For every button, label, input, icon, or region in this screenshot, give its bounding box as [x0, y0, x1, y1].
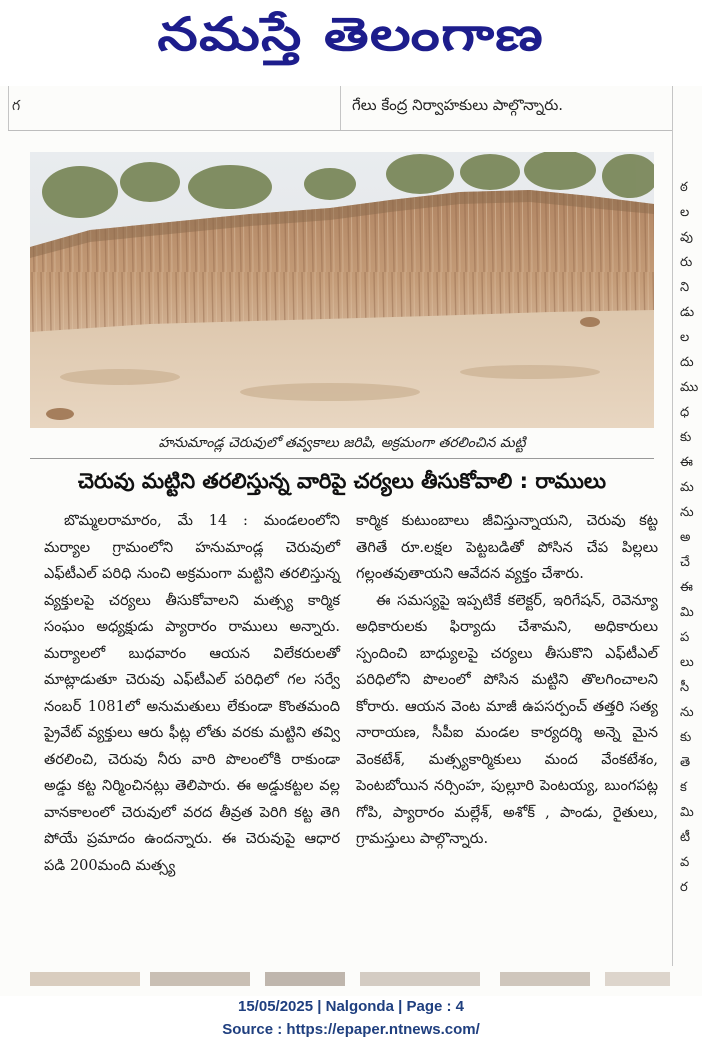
- fragment-glyph: ల: [680, 205, 690, 220]
- fragment-glyph: దు: [680, 355, 694, 370]
- fragment-glyph: డు: [680, 305, 695, 320]
- previous-article-fragment-left: గ: [12, 98, 21, 114]
- previous-article-fragment: గేలు కేంద్ర నిర్వాహకులు పాల్గొన్నారు.: [352, 96, 564, 114]
- article-column-1: [44, 508, 340, 879]
- page-footer: [0, 996, 702, 1038]
- section-divider: [8, 130, 672, 131]
- fragment-glyph: అ: [680, 530, 691, 545]
- fragment-glyph: మ: [680, 480, 694, 495]
- fragment-glyph: ఈ: [680, 455, 693, 470]
- fragment-glyph: ల: [680, 330, 690, 345]
- next-article-image-strip: [30, 972, 670, 986]
- masthead: [0, 0, 702, 80]
- fragment-glyph: చే: [680, 555, 690, 570]
- column-rule: [8, 86, 9, 130]
- article-paragraph: బొమ్మలరామారం, మే 14 : మండలంలోని మర్యాల గ్రామంలోని హనుమాండ్ల చెరువులో ఎఫ్‌టీఎల్ పరిధి నుంచి అక్రమంగా మట్టిని తరలిస్తున్న వ్యక్తులపై చర్యలు తీసుకోవాలని మత్స్య కార్మిక సంఘం అధ్యక్షుడు ప్యారారం రాములు అన్నారు. మర్యాలలో బుధవారం ఆయన విలేకరులతో మాట్లాడుతూ చెరువు ఎఫ్‌టీఎల్ పరిధిలో గల సర్వే నంబర్ 1081లో అనుమతులు లేకుండా కొంతమంది ప్రైవేట్ వ్యక్తులు ఆరు ఫీట్ల లోతు వరకు మట్టిని తవ్వి తరలించి, చెరువు నీరు వారి పొలంలోకి రాకుండా అడ్డు కట్ట నిర్మించినట్లు తెలిపారు. ఈ అడ్డుకట్టల వల్ల వానకాలంలో చెరువులో వరద తీవ్రత పెరిగి కట్ట తెగి పోయే ప్రమాదం ఉందన్నారు. ఈ చెరువుపై ఆధార పడి 200మంది మత్స్య: [44, 512, 340, 874]
- fragment-glyph: లు: [680, 655, 694, 670]
- fragment-glyph: కు: [680, 730, 692, 745]
- edition-info: 15/05/2025 | Nalgonda | Page : 4: [238, 998, 464, 1015]
- fragment-glyph: ఠ: [680, 180, 688, 195]
- fragment-glyph: తె: [680, 755, 691, 770]
- fragment-glyph: వ: [680, 855, 690, 870]
- photo-caption: హనుమాండ్ల చెరువులో తవ్వకాలు జరిపి, అక్రమంగా తరలించిన మట్టి: [30, 430, 654, 459]
- article-paragraph: ఈ సమస్యపై ఇప్పటికే కలెక్టర్, ఇరిగేషన్, రెవెన్యూ అధికారులకు ఫిర్యాదు చేశామని, అధికారులు స్పందించి బాధ్యులపై చర్యలు తీసుకొని ఎఫ్‌టీఎల్ పరిధిలోని పొలంలో పోసిన మట్టిని తొలగించాలని కోరారు. ఆయన వెంట మాజీ ఉపసర్పంచ్ తత్తరి సత్య నారాయణ, సీపీఐ మండల కార్యదర్శి అన్నె మైన వెంకటేశ్, మత్స్యకార్మికులు మంద వేంకటేశం, పెంటబోయిన నర్సింహ, పుల్లూరి పెంటయ్య, బుంగపట్ల గోపి, ప్యారారం మల్లేశ్, అశోక్ , పాండు, రైతులు, గ్రామస్తులు పాల్గొన్నారు.: [356, 591, 658, 847]
- fragment-glyph: కు: [680, 430, 692, 445]
- fragment-glyph: ధ: [680, 405, 690, 420]
- fragment-glyph: మి: [680, 605, 694, 620]
- fragment-glyph: ర: [680, 880, 688, 895]
- adjacent-article-fragment: [680, 180, 698, 905]
- fragment-glyph: రు: [680, 255, 693, 270]
- fragment-glyph: ను: [680, 505, 694, 520]
- fragment-glyph: ఈ: [680, 580, 693, 595]
- article-paragraph: కార్మిక కుటుంబాలు జీవిస్తున్నాయని, చెరువు కట్ట తెగితే రూ.లక్షల పెట్టబడితో పోసిన చేప పిల్లలు గల్లంతవుతాయని ఆవేదన వ్యక్తం చేశారు.: [356, 512, 658, 582]
- column-rule: [672, 86, 673, 966]
- fragment-glyph: ము: [680, 380, 699, 395]
- news-photo: [30, 152, 654, 428]
- fragment-glyph: మి: [680, 805, 694, 820]
- fragment-glyph: ని: [680, 280, 690, 295]
- fragment-glyph: వు: [680, 230, 693, 245]
- masthead-title: నమస్తే తెలంగాణ: [157, 7, 545, 61]
- column-rule: [340, 86, 341, 130]
- fragment-glyph: ను: [680, 705, 694, 720]
- fragment-glyph: క: [680, 780, 687, 795]
- source-link[interactable]: Source : https://epaper.ntnews.com/: [222, 1021, 480, 1038]
- news-photo-image: [30, 152, 654, 428]
- article-headline: చెరువు మట్టిని తరలిస్తున్న వారిపై చర్యలు తీసుకోవాలి : రాములు: [77, 469, 607, 493]
- article-column-2: [356, 508, 658, 853]
- fragment-glyph: ప: [680, 630, 690, 645]
- fragment-glyph: టీ: [680, 830, 691, 845]
- fragment-glyph: సీ: [680, 680, 690, 695]
